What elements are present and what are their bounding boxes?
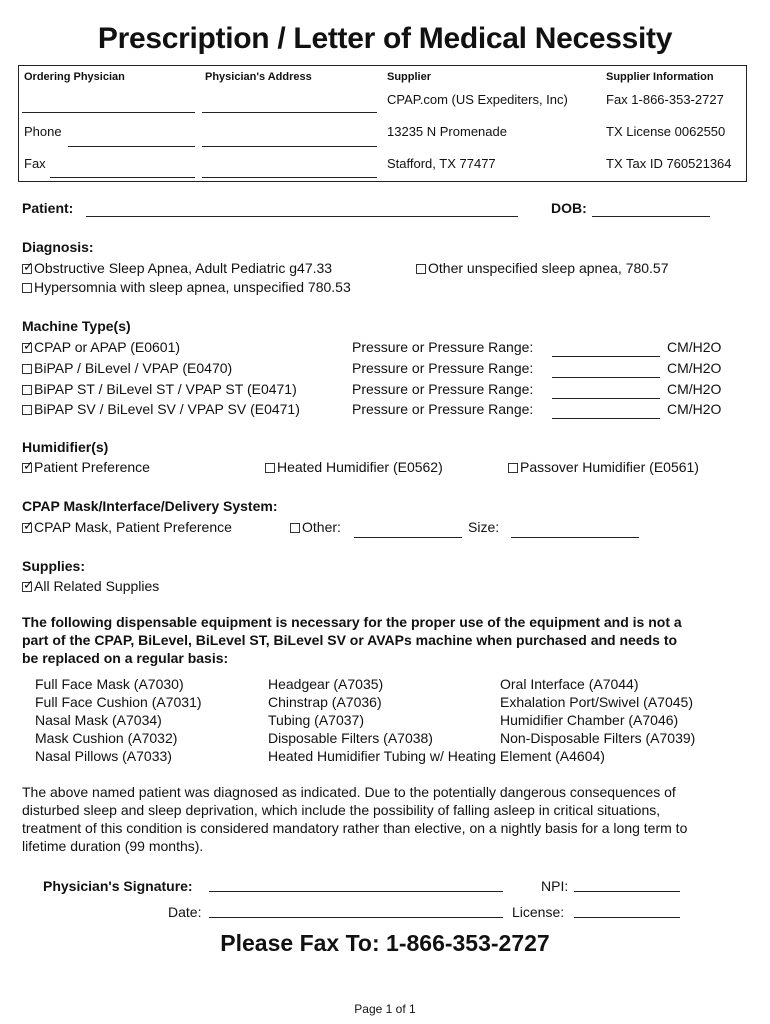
ordering-physician-header: Ordering Physician [24, 71, 125, 83]
option-label: BiPAP ST / BiLevel ST / VPAP ST (E0471) [34, 381, 297, 397]
dob-label: DOB: [551, 200, 587, 216]
checkbox-checked[interactable] [22, 343, 32, 353]
diagnosis-option-other[interactable] [416, 260, 669, 276]
option-label: Other: [302, 519, 341, 535]
checkbox-checked[interactable] [22, 523, 32, 533]
dispensable-item: Full Face Mask (A7030) [35, 676, 184, 692]
option-label: Heated Humidifier (E0562) [277, 459, 443, 475]
supplies-option-all[interactable] [22, 578, 159, 594]
supplier-line: Stafford, TX 77477 [387, 156, 496, 171]
humidifier-option-heated[interactable] [265, 459, 443, 475]
physician-address-field-1[interactable] [202, 112, 377, 113]
checkbox-unchecked[interactable] [22, 385, 32, 395]
physician-address-header: Physician's Address [205, 71, 312, 83]
diagnosis-heading: Diagnosis: [22, 239, 94, 255]
statement-line: lifetime duration (99 months). [22, 838, 204, 854]
option-label: Obstructive Sleep Apnea, Adult Pediatric g47.33 [34, 260, 333, 276]
npi-field[interactable] [574, 891, 680, 892]
license-label: License: [512, 904, 565, 920]
pressure-field[interactable] [552, 377, 660, 378]
supplier-info-header: Supplier Information [606, 71, 714, 83]
checkbox-unchecked[interactable] [265, 463, 275, 473]
phone-field[interactable] [68, 146, 195, 147]
pressure-unit: CM/H2O [667, 381, 722, 397]
patient-field[interactable] [86, 216, 518, 217]
pressure-label: Pressure or Pressure Range: [352, 401, 534, 417]
option-label: Patient Preference [34, 459, 150, 475]
checkbox-checked[interactable] [22, 463, 32, 473]
checkbox-unchecked[interactable] [508, 463, 518, 473]
size-label: Size: [468, 519, 500, 535]
dispensable-item: Exhalation Port/Swivel (A7045) [500, 694, 693, 710]
dispensable-heading: The following dispensable equipment is necessary for the proper use of the equipment and is not a [22, 614, 682, 630]
license-field[interactable] [574, 917, 680, 918]
machine-option-cpap[interactable] [22, 339, 180, 355]
machine-option-bipap[interactable] [22, 360, 232, 376]
option-label: BiPAP / BiLevel / VPAP (E0470) [34, 360, 233, 376]
fax-label: Fax [24, 156, 46, 171]
option-label: All Related Supplies [34, 578, 160, 594]
page-title: Prescription / Letter of Medical Necessity [97, 22, 673, 55]
dispensable-item: Oral Interface (A7044) [500, 676, 639, 692]
fax-to-heading: Please Fax To: 1-866-353-2727 [220, 930, 550, 956]
page-number: Page 1 of 1 [354, 1002, 416, 1016]
supplier-info-line: TX Tax ID 760521364 [606, 156, 732, 171]
dispensable-item: Chinstrap (A7036) [268, 694, 382, 710]
pressure-field[interactable] [552, 356, 660, 357]
supplies-heading: Supplies: [22, 558, 86, 574]
pressure-field[interactable] [552, 418, 660, 419]
pressure-label: Pressure or Pressure Range: [352, 360, 534, 376]
diagnosis-option-hypersomnia[interactable] [22, 279, 351, 295]
dispensable-heading: be replaced on a regular basis: [22, 650, 229, 666]
option-label: Other unspecified sleep apnea, 780.57 [428, 260, 669, 276]
dispensable-item: Non-Disposable Filters (A7039) [500, 730, 696, 746]
supplier-header: Supplier [387, 71, 432, 83]
fax-field[interactable] [50, 177, 195, 178]
option-label: BiPAP SV / BiLevel SV / VPAP SV (E0471) [34, 401, 300, 417]
machine-option-bipap-sv[interactable] [22, 401, 300, 417]
dispensable-item: Mask Cushion (A7032) [35, 730, 178, 746]
checkbox-unchecked[interactable] [22, 283, 32, 293]
physician-address-field-3[interactable] [202, 177, 377, 178]
physician-address-field-2[interactable] [202, 146, 377, 147]
pressure-label: Pressure or Pressure Range: [352, 381, 534, 397]
pressure-unit: CM/H2O [667, 339, 722, 355]
pressure-label: Pressure or Pressure Range: [352, 339, 534, 355]
pressure-unit: CM/H2O [667, 401, 722, 417]
dispensable-item: Headgear (A7035) [268, 676, 384, 692]
supplier-info-line: TX License 0062550 [606, 124, 726, 139]
mask-heading: CPAP Mask/Interface/Delivery System: [22, 498, 278, 514]
phone-label: Phone [24, 124, 62, 139]
mask-other-field[interactable] [354, 537, 462, 538]
humidifier-heading: Humidifier(s) [22, 439, 109, 455]
option-label: Passover Humidifier (E0561) [520, 459, 699, 475]
date-field[interactable] [209, 917, 503, 918]
mask-option-other[interactable] [290, 519, 341, 535]
humidifier-option-passover[interactable] [508, 459, 699, 475]
dispensable-item: Humidifier Chamber (A7046) [500, 712, 679, 728]
signature-label: Physician's Signature: [43, 878, 193, 894]
option-label: CPAP or APAP (E0601) [34, 339, 181, 355]
mask-option-preference[interactable] [22, 519, 232, 535]
supplier-info-line: Fax 1-866-353-2727 [606, 92, 724, 107]
supplier-line: 13235 N Promenade [387, 124, 507, 139]
statement-line: The above named patient was diagnosed as indicated. Due to the potentially dangerous consequences of [22, 784, 676, 800]
checkbox-unchecked[interactable] [416, 264, 426, 274]
patient-label: Patient: [22, 200, 74, 216]
supplier-line: CPAP.com (US Expediters, Inc) [387, 92, 568, 107]
statement-line: disturbed sleep and sleep deprivation, which include the possibility of falling asleep in critical situations, [22, 802, 661, 818]
machine-option-bipap-st[interactable] [22, 381, 297, 397]
option-label: CPAP Mask, Patient Preference [34, 519, 232, 535]
pressure-unit: CM/H2O [667, 360, 722, 376]
date-label: Date: [168, 904, 202, 920]
checkbox-checked[interactable] [22, 264, 32, 274]
mask-size-field[interactable] [511, 537, 639, 538]
dob-field[interactable] [592, 216, 710, 217]
dispensable-item: Heated Humidifier Tubing w/ Heating Element (A4604) [268, 748, 605, 764]
statement-line: treatment of this condition is considered mandatory rather than elective, on a nightly basis for a long term to [22, 820, 688, 836]
checkbox-unchecked[interactable] [22, 405, 32, 415]
ordering-physician-field[interactable] [22, 112, 195, 113]
dispensable-item: Full Face Cushion (A7031) [35, 694, 202, 710]
option-label: Hypersomnia with sleep apnea, unspecified 780.53 [34, 279, 351, 295]
humidifier-option-preference[interactable] [22, 459, 150, 475]
signature-field[interactable] [209, 891, 503, 892]
checkbox-unchecked[interactable] [22, 364, 32, 374]
dispensable-item: Nasal Mask (A7034) [35, 712, 162, 728]
diagnosis-option-osa[interactable] [22, 260, 332, 276]
checkbox-checked[interactable] [22, 582, 32, 592]
dispensable-item: Tubing (A7037) [268, 712, 364, 728]
dispensable-heading: part of the CPAP, BiLevel, BiLevel ST, BiLevel SV or AVAPs machine when purchased and needs to [22, 632, 678, 648]
dispensable-item: Disposable Filters (A7038) [268, 730, 433, 746]
pressure-field[interactable] [552, 398, 660, 399]
machine-type-heading: Machine Type(s) [22, 318, 131, 334]
checkbox-unchecked[interactable] [290, 523, 300, 533]
dispensable-item: Nasal Pillows (A7033) [35, 748, 172, 764]
npi-label: NPI: [541, 878, 569, 894]
